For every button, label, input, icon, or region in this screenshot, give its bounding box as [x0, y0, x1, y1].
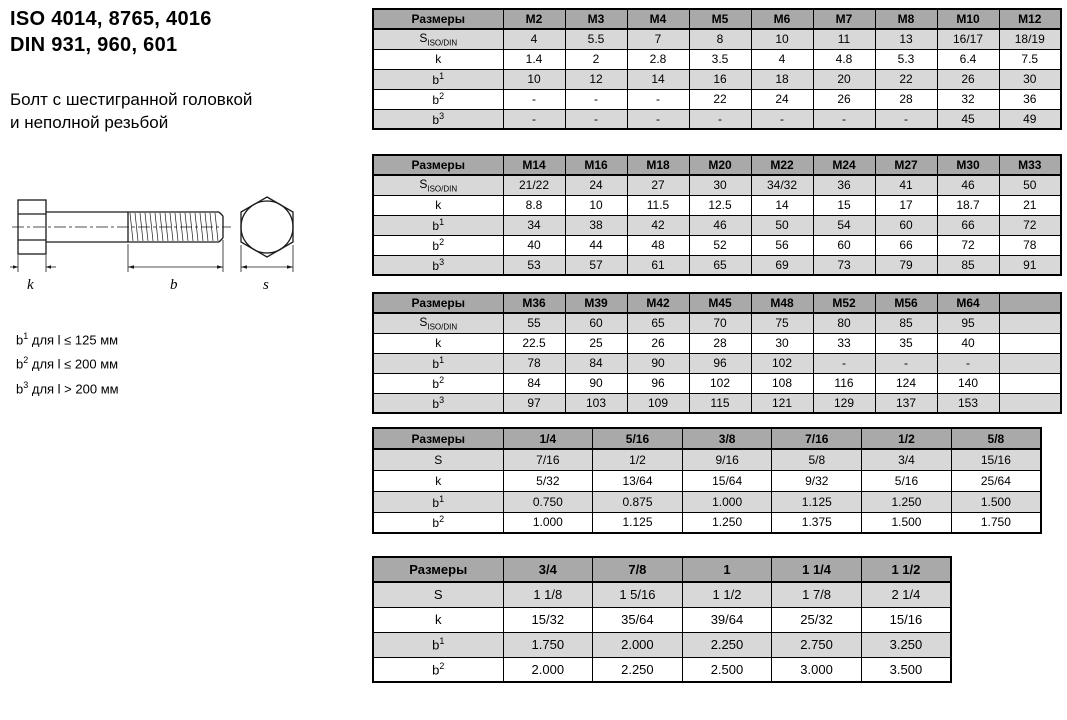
row-label: $b^1$ — [373, 69, 503, 89]
value-cell: 75 — [751, 313, 813, 333]
value-cell: 95 — [937, 313, 999, 333]
value-cell: 2.250 — [593, 657, 683, 682]
row-label: $S_{ISO/DIN}$ — [373, 313, 503, 333]
column-header: 1 — [682, 557, 772, 582]
subtitle-block — [10, 88, 366, 134]
value-cell: 90 — [627, 353, 689, 373]
value-cell: 5.5 — [565, 29, 627, 49]
column-header: M6 — [751, 9, 813, 29]
row-label: $b^3$ — [373, 109, 503, 129]
value-cell: 72 — [937, 235, 999, 255]
column-header: M5 — [689, 9, 751, 29]
value-cell: 70 — [689, 313, 751, 333]
table-header-label: Размеры — [373, 293, 503, 313]
value-cell: 60 — [875, 215, 937, 235]
value-cell: 26 — [813, 89, 875, 109]
value-cell: 7.5 — [999, 49, 1061, 69]
notes-block — [10, 326, 366, 399]
value-cell: 2 1/4 — [861, 582, 951, 607]
value-cell: - — [565, 89, 627, 109]
value-cell: 32 — [937, 89, 999, 109]
value-cell: 129 — [813, 393, 875, 413]
value-cell: 17 — [875, 195, 937, 215]
title-block — [10, 6, 366, 58]
value-cell: 2.000 — [593, 632, 683, 657]
column-header: M12 — [999, 9, 1061, 29]
value-cell: 15/64 — [682, 470, 772, 491]
value-cell: 46 — [937, 175, 999, 195]
value-cell: 78 — [503, 353, 565, 373]
value-cell: 124 — [875, 373, 937, 393]
value-cell: 72 — [999, 215, 1061, 235]
row-label: $b^1$ — [373, 632, 503, 657]
value-cell: 5.3 — [875, 49, 937, 69]
value-cell: 60 — [565, 313, 627, 333]
value-cell: 1.750 — [503, 632, 593, 657]
column-header: 5/16 — [593, 428, 683, 449]
table-row — [373, 512, 1041, 533]
value-cell: 42 — [627, 215, 689, 235]
value-cell: 7 — [627, 29, 689, 49]
value-cell: 24 — [565, 175, 627, 195]
value-cell: 15/16 — [951, 449, 1041, 470]
value-cell: 0.875 — [593, 491, 683, 512]
table-row — [373, 632, 951, 657]
empty-cell — [999, 333, 1061, 353]
value-cell: 85 — [875, 313, 937, 333]
left-panel — [10, 6, 366, 399]
column-header: M20 — [689, 155, 751, 175]
column-header: 3/4 — [503, 557, 593, 582]
value-cell: 65 — [689, 255, 751, 275]
table-row — [373, 657, 951, 682]
table-header-row — [373, 155, 1061, 175]
table-row — [373, 29, 1061, 49]
table-header-row — [373, 9, 1061, 29]
value-cell: 1.750 — [951, 512, 1041, 533]
value-cell: 3.5 — [689, 49, 751, 69]
value-cell: 1.375 — [772, 512, 862, 533]
value-cell: 2.500 — [682, 657, 772, 682]
value-cell: 11.5 — [627, 195, 689, 215]
column-header: M18 — [627, 155, 689, 175]
dimension-table-3 — [372, 292, 1062, 414]
note-line-3: $b^3$ для l > 200 мм — [16, 379, 119, 396]
value-cell: 15/16 — [861, 607, 951, 632]
subtitle-line-2: и неполной резьбой — [10, 113, 169, 132]
table-row — [373, 470, 1041, 491]
row-label: $b^1$ — [373, 491, 503, 512]
value-cell: 0.750 — [503, 491, 593, 512]
row-label: S — [373, 582, 503, 607]
subtitle-line-1: Болт с шестигранной головкой — [10, 90, 253, 109]
value-cell: 102 — [751, 353, 813, 373]
value-cell: 14 — [627, 69, 689, 89]
value-cell: 4 — [503, 29, 565, 49]
value-cell: 66 — [937, 215, 999, 235]
value-cell: 35/64 — [593, 607, 683, 632]
value-cell: 84 — [503, 373, 565, 393]
value-cell: 6.4 — [937, 49, 999, 69]
row-label: k — [373, 470, 503, 491]
value-cell: 78 — [999, 235, 1061, 255]
hex-head-view — [241, 197, 293, 257]
value-cell: 16 — [689, 69, 751, 89]
value-cell: - — [503, 89, 565, 109]
value-cell: 91 — [999, 255, 1061, 275]
dimension-table-4 — [372, 427, 1042, 534]
value-cell: 1.125 — [593, 512, 683, 533]
table-row — [373, 313, 1061, 333]
value-cell: 25 — [565, 333, 627, 353]
value-cell: 137 — [875, 393, 937, 413]
column-header: M48 — [751, 293, 813, 313]
value-cell: 5/8 — [772, 449, 862, 470]
bolt-drawing — [10, 192, 322, 304]
value-cell: 1 1/2 — [682, 582, 772, 607]
value-cell: 50 — [999, 175, 1061, 195]
empty-cell — [999, 313, 1061, 333]
dimension-label-s: s — [263, 277, 269, 293]
value-cell: 52 — [689, 235, 751, 255]
value-cell: 33 — [813, 333, 875, 353]
column-header: M16 — [565, 155, 627, 175]
row-label: k — [373, 333, 503, 353]
value-cell: 3.500 — [861, 657, 951, 682]
column-header: M42 — [627, 293, 689, 313]
value-cell: - — [689, 109, 751, 129]
value-cell: 44 — [565, 235, 627, 255]
row-label: $b^1$ — [373, 215, 503, 235]
table-row — [373, 215, 1061, 235]
value-cell: 66 — [875, 235, 937, 255]
value-cell: 116 — [813, 373, 875, 393]
value-cell: 1 7/8 — [772, 582, 862, 607]
row-label: k — [373, 607, 503, 632]
value-cell: 96 — [627, 373, 689, 393]
value-cell: 60 — [813, 235, 875, 255]
column-header: 1 1/4 — [772, 557, 862, 582]
row-label: $b^2$ — [373, 89, 503, 109]
value-cell: 12 — [565, 69, 627, 89]
value-cell: 30 — [999, 69, 1061, 89]
value-cell: 13/64 — [593, 470, 683, 491]
value-cell: - — [813, 353, 875, 373]
value-cell: 97 — [503, 393, 565, 413]
empty-cell — [999, 373, 1061, 393]
value-cell: 73 — [813, 255, 875, 275]
value-cell: 26 — [937, 69, 999, 89]
value-cell: 3/4 — [862, 449, 952, 470]
value-cell: 79 — [875, 255, 937, 275]
value-cell: 1.250 — [682, 512, 772, 533]
value-cell: 69 — [751, 255, 813, 275]
value-cell: - — [875, 109, 937, 129]
value-cell: 153 — [937, 393, 999, 413]
column-header: M22 — [751, 155, 813, 175]
value-cell: 5/16 — [862, 470, 952, 491]
tables-region — [372, 8, 1062, 683]
value-cell: 13 — [875, 29, 937, 49]
column-header: M8 — [875, 9, 937, 29]
table-row — [373, 607, 951, 632]
value-cell: 14 — [751, 195, 813, 215]
value-cell: 3.000 — [772, 657, 862, 682]
table-row — [373, 255, 1061, 275]
value-cell: 1.000 — [503, 512, 593, 533]
table-row — [373, 109, 1061, 129]
value-cell: 16/17 — [937, 29, 999, 49]
value-cell: - — [937, 353, 999, 373]
value-cell: 2 — [565, 49, 627, 69]
value-cell: 54 — [813, 215, 875, 235]
table-header-row — [373, 293, 1061, 313]
empty-cell — [999, 353, 1061, 373]
value-cell: 7/16 — [503, 449, 593, 470]
value-cell: 18 — [751, 69, 813, 89]
dimension-b — [128, 240, 223, 272]
value-cell: 5/32 — [503, 470, 593, 491]
value-cell: 65 — [627, 313, 689, 333]
value-cell: 10 — [565, 195, 627, 215]
table-row — [373, 582, 951, 607]
value-cell: 26 — [627, 333, 689, 353]
table-row — [373, 353, 1061, 373]
value-cell: - — [751, 109, 813, 129]
value-cell: 18.7 — [937, 195, 999, 215]
value-cell: - — [503, 109, 565, 129]
column-header: M27 — [875, 155, 937, 175]
value-cell: 4.8 — [813, 49, 875, 69]
table-row — [373, 235, 1061, 255]
value-cell: 56 — [751, 235, 813, 255]
table-row — [373, 175, 1061, 195]
value-cell: 1.125 — [772, 491, 862, 512]
column-header: 7/16 — [772, 428, 862, 449]
column-header: M14 — [503, 155, 565, 175]
value-cell: 102 — [689, 373, 751, 393]
value-cell: 22.5 — [503, 333, 565, 353]
row-label: $b^2$ — [373, 657, 503, 682]
value-cell: 27 — [627, 175, 689, 195]
value-cell: 50 — [751, 215, 813, 235]
row-label: $b^2$ — [373, 373, 503, 393]
column-header: 1 1/2 — [861, 557, 951, 582]
column-header: M24 — [813, 155, 875, 175]
row-label: k — [373, 195, 503, 215]
value-cell: 96 — [689, 353, 751, 373]
value-cell: 10 — [751, 29, 813, 49]
value-cell: 36 — [813, 175, 875, 195]
value-cell: 38 — [565, 215, 627, 235]
row-label: $S_{ISO/DIN}$ — [373, 29, 503, 49]
row-label: $b^2$ — [373, 512, 503, 533]
column-header: M10 — [937, 9, 999, 29]
value-cell: 103 — [565, 393, 627, 413]
column-header: M4 — [627, 9, 689, 29]
value-cell: 46 — [689, 215, 751, 235]
value-cell: 1 5/16 — [593, 582, 683, 607]
value-cell: 25/32 — [772, 607, 862, 632]
table-row — [373, 449, 1041, 470]
empty-cell — [999, 393, 1061, 413]
value-cell: 84 — [565, 353, 627, 373]
value-cell: 9/32 — [772, 470, 862, 491]
value-cell: 4 — [751, 49, 813, 69]
value-cell: 21/22 — [503, 175, 565, 195]
column-header: M52 — [813, 293, 875, 313]
table-row — [373, 393, 1061, 413]
value-cell: 8 — [689, 29, 751, 49]
table-row — [373, 373, 1061, 393]
table-header-row — [373, 557, 951, 582]
value-cell: 28 — [689, 333, 751, 353]
column-header: M64 — [937, 293, 999, 313]
column-header: 5/8 — [951, 428, 1041, 449]
value-cell: 22 — [689, 89, 751, 109]
value-cell: 39/64 — [682, 607, 772, 632]
value-cell: 1 1/8 — [503, 582, 593, 607]
column-header: M45 — [689, 293, 751, 313]
value-cell: 45 — [937, 109, 999, 129]
column-header: M33 — [999, 155, 1061, 175]
row-label: k — [373, 49, 503, 69]
column-header: M36 — [503, 293, 565, 313]
value-cell: 115 — [689, 393, 751, 413]
dimension-label-b: b — [170, 277, 178, 293]
row-label: S — [373, 449, 503, 470]
standards-title-din: DIN 931, 960, 601 — [10, 34, 178, 56]
value-cell: 2.000 — [503, 657, 593, 682]
column-header: M3 — [565, 9, 627, 29]
value-cell: 22 — [875, 69, 937, 89]
value-cell: 1.000 — [682, 491, 772, 512]
row-label: $b^1$ — [373, 353, 503, 373]
value-cell: 140 — [937, 373, 999, 393]
value-cell: 109 — [627, 393, 689, 413]
value-cell: 15/32 — [503, 607, 593, 632]
value-cell: 85 — [937, 255, 999, 275]
row-label: $S_{ISO/DIN}$ — [373, 175, 503, 195]
table-header-label: Размеры — [373, 9, 503, 29]
value-cell: 1.4 — [503, 49, 565, 69]
value-cell: 21 — [999, 195, 1061, 215]
table-row — [373, 49, 1061, 69]
value-cell: 121 — [751, 393, 813, 413]
value-cell: 80 — [813, 313, 875, 333]
table-header-label: Размеры — [373, 428, 503, 449]
value-cell: 55 — [503, 313, 565, 333]
value-cell: 2.250 — [682, 632, 772, 657]
note-line-2: $b^2$ для l ≤ 200 мм — [16, 355, 119, 372]
dimension-k — [10, 255, 56, 272]
empty-header-cell — [999, 293, 1061, 313]
value-cell: 11 — [813, 29, 875, 49]
table-header-row — [373, 428, 1041, 449]
value-cell: 90 — [565, 373, 627, 393]
value-cell: 9/16 — [682, 449, 772, 470]
dimension-table-1 — [372, 8, 1062, 130]
table-header-label: Размеры — [373, 155, 503, 175]
standards-title-iso: ISO 4014, 8765, 4016 — [10, 8, 212, 30]
value-cell: 49 — [999, 109, 1061, 129]
value-cell: 35 — [875, 333, 937, 353]
value-cell: 61 — [627, 255, 689, 275]
value-cell: 10 — [503, 69, 565, 89]
value-cell: 41 — [875, 175, 937, 195]
dimension-table-2 — [372, 154, 1062, 276]
table-row — [373, 69, 1061, 89]
value-cell: 25/64 — [951, 470, 1041, 491]
column-header: 1/4 — [503, 428, 593, 449]
value-cell: 2.750 — [772, 632, 862, 657]
value-cell: 28 — [875, 89, 937, 109]
value-cell: 2.8 — [627, 49, 689, 69]
value-cell: - — [875, 353, 937, 373]
column-header: M7 — [813, 9, 875, 29]
table-row — [373, 333, 1061, 353]
value-cell: 48 — [627, 235, 689, 255]
column-header: M39 — [565, 293, 627, 313]
value-cell: 53 — [503, 255, 565, 275]
value-cell: - — [627, 89, 689, 109]
value-cell: 1.250 — [862, 491, 952, 512]
column-header: M2 — [503, 9, 565, 29]
value-cell: 30 — [751, 333, 813, 353]
value-cell: 15 — [813, 195, 875, 215]
value-cell: - — [813, 109, 875, 129]
column-header: M56 — [875, 293, 937, 313]
table-header-label: Размеры — [373, 557, 503, 582]
value-cell: 20 — [813, 69, 875, 89]
value-cell: 40 — [937, 333, 999, 353]
table-row — [373, 195, 1061, 215]
dimension-table-5 — [372, 556, 952, 683]
value-cell: 3.250 — [861, 632, 951, 657]
value-cell: 34/32 — [751, 175, 813, 195]
column-header: 7/8 — [593, 557, 683, 582]
value-cell: 1.500 — [862, 512, 952, 533]
value-cell: 30 — [689, 175, 751, 195]
value-cell: 1.500 — [951, 491, 1041, 512]
value-cell: - — [565, 109, 627, 129]
value-cell: 1/2 — [593, 449, 683, 470]
value-cell: 57 — [565, 255, 627, 275]
column-header: 1/2 — [862, 428, 952, 449]
column-header: 3/8 — [682, 428, 772, 449]
value-cell: 12.5 — [689, 195, 751, 215]
row-label: $b^3$ — [373, 393, 503, 413]
value-cell: 24 — [751, 89, 813, 109]
row-label: $b^3$ — [373, 255, 503, 275]
table-row — [373, 491, 1041, 512]
value-cell: 34 — [503, 215, 565, 235]
value-cell: 36 — [999, 89, 1061, 109]
value-cell: - — [627, 109, 689, 129]
value-cell: 8.8 — [503, 195, 565, 215]
row-label: $b^2$ — [373, 235, 503, 255]
note-line-1: $b^1$ для l ≤ 125 мм — [16, 331, 119, 348]
table-row — [373, 89, 1061, 109]
value-cell: 18/19 — [999, 29, 1061, 49]
dimension-label-k: k — [27, 277, 34, 293]
column-header: M30 — [937, 155, 999, 175]
value-cell: 108 — [751, 373, 813, 393]
dimension-s — [241, 245, 293, 272]
value-cell: 40 — [503, 235, 565, 255]
